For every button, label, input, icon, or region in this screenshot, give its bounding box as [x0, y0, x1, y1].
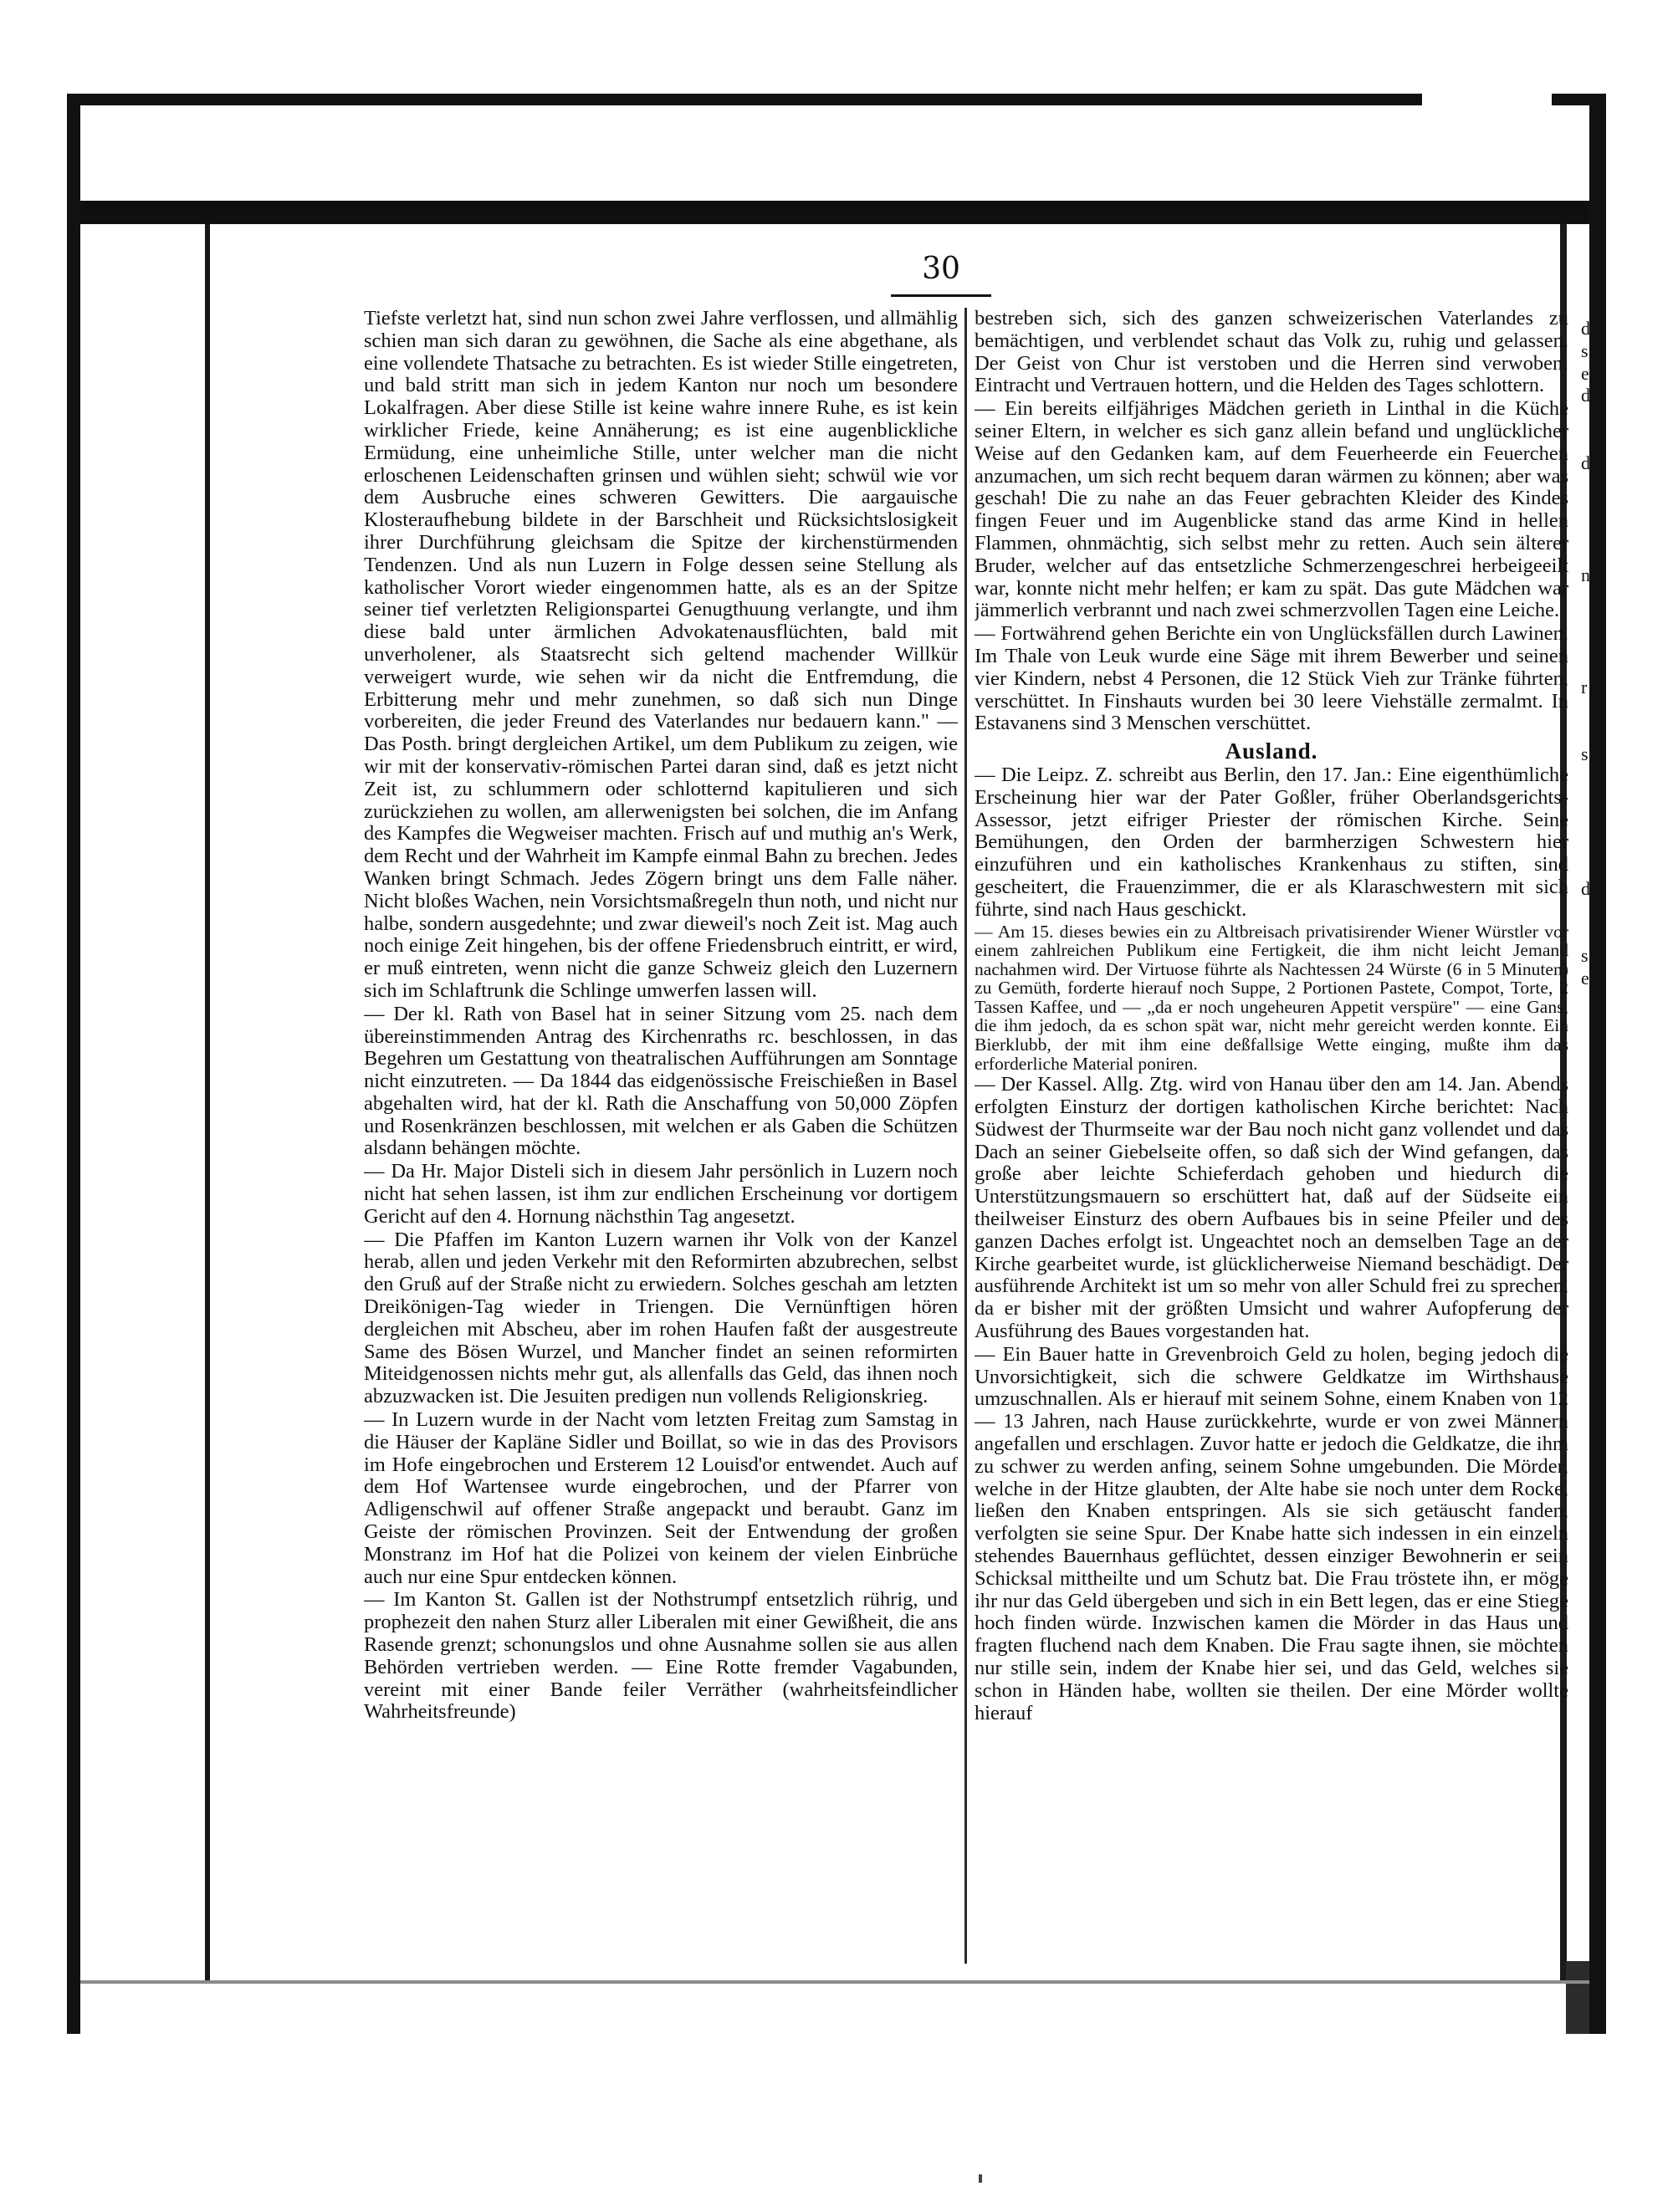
scan-border-top-right — [1552, 94, 1589, 105]
scan-bottom-rule — [80, 1980, 1589, 1984]
column-divider — [964, 308, 967, 1964]
article-paragraph: — In Luzern wurde in der Nacht vom letzten Freitag zum Samstag in die Häuser der Kapläne Sidler und Boillat, so wie in das des Provisors im Hofe eingebrochen und Ersterem 12 Louisd'or entwendet. Auch auf dem Hof Wartensee wurde eingebrochen, und der Pfarrer von Adligenschwil auf offener Straße angepackt und beraubt. Ganz im Geiste der römischen Provinzen. Seit der Entwendung der großen Monstranz im Hof hat die Polizei von keinem der vielen Einbrüche auch nur eine Spur entdecken können. — [364, 1408, 958, 1588]
page-number-rule — [891, 294, 991, 297]
article-paragraph: — Da Hr. Major Disteli sich in diesem Jahr persönlich in Luzern noch nicht hat sehen lassen, ist ihm zur endlichen Erscheinung vor dortigem Gericht auf den 4. Hornung nächsthin Tag angesetzt. — [364, 1160, 958, 1228]
article-paragraph: Tiefste verletzt hat, sind nun schon zwei Jahre verflossen, und allmählig schien man sich daran zu gewöhnen, die Sache als eine abgethane, als eine vollendete Thatsache zu betrachten. Es ist wieder Stille eingetreten, und bald stritt man sich in jedem Kanton nur noch um besondere Lokalfragen. Aber diese Stille ist keine wahre innere Ruhe, es ist kein wirklicher Friede, keine Annäherung; es ist eine augenblickliche Ermüdung, eine unheimliche Stille, unter welcher man die nicht erloschenen Leidenschaften grinsen und wühlen sieht; schwül wie vor dem Ausbruche eines schweren Gewitters. Die aargauische Klosteraufhebung bildete in der Barschheit und Rücksichtslosigkeit ihrer Durchführung gleichsam die Spitze der kirchenstürmenden Tendenzen. Und als nun Luzern in Folge dessen seine Stellung als katholischer Vorort wieder eingenommen hatte, als es an der Spitze seiner tief verletzten Religionspartei Genugthuung verlangte, und ihm diese bald unter ärmlichen Advokatenausflüchten, bald mit unverholener, als Staatsrecht sich geltend machender Willkür verweigert wurde, wie sehen wir da nicht die Entfremdung, die Erbitterung mehr und mehr zunehmen, so daß sich nun Dinge vorbereiten, die jeder Freund des Vaterlandes nur bedauern kann." — Das Posth. bringt dergleichen Artikel, um dem Publikum zu zeigen, wie wir mit der konservativ-römischen Partei daran sind, daß es jetzt nicht Zeit ist, zu schlummern oder schlotternd kapitulieren und sich zurückziehen zu wollen, am allerwenigsten bei solchen, die im Anfang des Kampfes die Wegweiser machten. Frisch auf und muthig an's Werk, dem Recht und der Wahrheit im Kampfe einmal Bahn zu brechen. Jedes Wanken bringt Schmach. Jedes Zögern bringt uns dem Falle näher. Nicht bloßes Wachen, nein Vorsichtsmaßregeln thun noth, und nicht nur halbe, sondern ausgedehnte; und zwar dieweil's noch Zeit ist. Mag auch noch einige Zeit hingehen, bis der offene Friedensbruch eintritt, er wird, er muß eintreten, wenn nicht die ganze Schweiz gleich den Luzernern sich im Schlaftrunk die Schlinge umwerfen lassen will. — [364, 308, 958, 1002]
small-print-paragraph: — Am 15. dieses bewies ein zu Altbreisach privatisirender Wiener Würstler vor einem zahlreichen Publikum eine Fertigkeit, die ihm nicht leicht Jemand nachahmen wird. Der Virtuose führte als Nachtessen 24 Würste (6 in 5 Minuten) zu Gemüth, forderte hierauf noch Suppe, 2 Portionen Pastete, Compot, Torte, 2 Tassen Kaffee, und — „da er noch ungeheuren Appetit verspüre" — eine Gans, die ihm jedoch, da es schon spät war, nicht mehr gereicht werden konnte. Ein Bierklubb, der mit ihm eine deßfallsige Wette einging, mußte ihm das erforderliche Material poniren. — [975, 921, 1568, 1074]
scan-border-left — [67, 94, 80, 2034]
page-number: 30 — [922, 252, 960, 286]
scan-inner-left-rule — [205, 224, 210, 1980]
article-paragraph: — Fortwährend gehen Berichte ein von Unglücksfällen durch Lawinen. Im Thale von Leuk wurde eine Säge mit ihrem Bewerber und seinen vier Kindern, nebst 4 Personen, die 12 Stück Vieh zur Tränke führten, verschüttet. In Finshauts wurden bei 30 leere Viehställe zermalmt. In Estavanens sind 3 Menschen verschüttet. — [975, 622, 1568, 735]
article-paragraph: — Der Kassel. Allg. Ztg. wird von Hanau über den am 14. Jan. Abends erfolgten Einsturz der dortigen katholischen Kirche berichtet: Nach Südwest der Thurmseite war der Bau noch nicht ganz vollendet und das Dach an seiner Giebelseite offen, so daß sich der Wind gefangen, das große aber leichte Schieferdach gehoben und hiedurch die Unterstützungsmauern so erschüttert hat, daß auf der Südseite ein theilweiser Einsturz des obern Aufbaues bis in seine Pfeiler und des ganzen Daches erfolgt ist. Ungeachtet noch an demselben Tage an der Kirche gearbeitet wurde, ist glücklicherweise Niemand beschädigt. Der ausführende Architekt ist um so mehr von aller Schuld frei zu sprechen, da er bisher mit der größten Umsicht und wahrer Aufopferung der Ausführung des Baues vorgestanden hat. — [975, 1073, 1568, 1343]
scan-border-top — [67, 94, 1422, 105]
right-column — [975, 308, 1568, 1964]
section-heading: Ausland. — [1225, 738, 1318, 764]
article-paragraph: — Der kl. Rath von Basel hat in seiner Sitzung vom 25. nach dem übereinstimmenden Antrag des Kirchenraths rc. beschlossen, in das Begehren um Gestattung von theatralischen Aufführungen am Sonntage nicht einzutreten. — Da 1844 das eidgenössische Freischießen in Basel abgehalten wird, hat der kl. Rath die Anschaffung von 50,000 Zöpfen und Rosenkränzen beschlossen, mit welchen er als Gaben die Schützen alsdann behängen möchte. — [364, 1002, 958, 1160]
article-paragraph: — Die Pfaffen im Kanton Luzern warnen ihr Volk von der Kanzel herab, allen und jeden Verkehr mit den Reformirten abzubrechen, selbst den Gruß auf der Straße nicht zu erwiedern. Solches geschah am letzten Dreikönigen-Tag wieder in Triengen. Die Vernünftigen hören dergleichen mit Abscheu, aber im rohen Haufen faßt der ausgestreute Same des Bösen Wurzel, und Mancher findet an seinen reformirten Miteidgenossen nichts mehr gut, als allenfalls das Geld, das ihnen noch abzuzwacken ist. Die Jesuiten predigen nun vollends Religionskrieg. — [364, 1228, 958, 1408]
scan-border-corner — [1566, 1961, 1589, 2034]
article-paragraph: bestreben sich, sich des ganzen schweizerischen Vaterlandes zu bemächtigen, und verblendet schaut das Volk zu, ruhig und gelassen. Der Geist von Chur ist verstoben und die Herren sind verwoben; Eintracht und Vertrauen hottern, und die Helden des Tages schlottern. — [975, 308, 1568, 397]
next-page-margin-fragment: d s e d d n r s d s e — [1581, 318, 1590, 989]
article-paragraph: — Im Kanton St. Gallen ist der Nothstrumpf entsetzlich rührig, und prophezeit den nahen Sturz aller Liberalen mit einer Gewißheit, die ans Rasende grenzt; schonungslos und ohne Ausnahme sollen sie aus allen Behörden vertrieben werden. — Eine Rotte fremder Vagabunden, vereint mit einer Bande feiler Verräther (wahrheitsfeindlicher Wahrheitsfreunde) — [364, 1588, 958, 1724]
article-paragraph: — Ein bereits eilfjähriges Mädchen gerieth in Linthal in die Küche seiner Eltern, in welcher es sich ganz allein befand und unglücklicher Weise auf den Gedanken kam, auf dem Feuerheerde ein Feuerchen anzumachen, um sich recht bequem daran wärmen zu können; aber was geschah! Die zu nahe an das Feuer gebrachten Kleider des Kindes fingen Feuer und im Augenblicke stand das arme Kind in hellen Flammen, ohnmächtig, sich selbst mehr zu retten. Auch sein älterer Bruder, welcher auf das entsetzliche Schmerzengeschrei herbeigeeilt war, konnte nicht mehr helfen; er kam zu spät. Das gute Mädchen war jämmerlich verbrannt und nach zwei schmerzvollen Tagen eine Leiche. — [975, 397, 1568, 622]
scan-binding-band — [80, 201, 1606, 224]
article-paragraph: — Die Leipz. Z. schreibt aus Berlin, den 17. Jan.: Eine eigenthümliche Erscheinung hier war der Pater Goßler, früher Oberlandsgerichts-Assessor, jetzt eifriger Priester der römischen Kirche. Seine Bemühungen, den Orden der barmherzigen Schwestern hier einzuführen und ein katholisches Krankenhaus zu stiften, sind gescheitert, die Frauenzimmer, die er als Klaraschwestern mit sich führte, sind nach Haus geschickt. — [975, 763, 1568, 921]
left-column — [364, 308, 958, 1964]
scan-speck — [979, 2174, 982, 2183]
article-paragraph: — Ein Bauer hatte in Grevenbroich Geld zu holen, beging jedoch die Unvorsichtigkeit, sich die schwere Geldkatze im Wirthshause umzuschnallen. Als er hierauf mit seinem Sohne, einem Knaben von 12 — 13 Jahren, nach Hause zurückkehrte, wurde er von zwei Männern angefallen und erschlagen. Zuvor hatte er jedoch die Geldkatze, die ihm zu schwer zu werden anfing, seinem Sohne umgebunden. Die Mörder, welche in der Hitze glaubten, der Alte habe sie noch unter dem Rocke, ließen den Knaben entspringen. Als sie sich getäuscht fanden, verfolgten sie seine Spur. Der Knabe hatte sich indessen in ein einzeln stehendes Bauernhaus geflüchtet, dessen einziger Bewohnerin er sein Schicksal mittheilte und um Schutz bat. Die Frau tröstete ihn, er möge ihr nur das Geld übergeben und sich in ein Bett legen, das er eine Stiege hoch finden würde. Inzwischen kamen die Mörder in das Haus und fragten fluchend nach dem Knaben. Die Frau sagte ihnen, sie möchten nur stille sein, indem der Knabe hier sei, und das Geld, welches sie schon in Händen habe, wollten sie theilen. Der eine Mörder wollte hierauf — [975, 1342, 1568, 1724]
